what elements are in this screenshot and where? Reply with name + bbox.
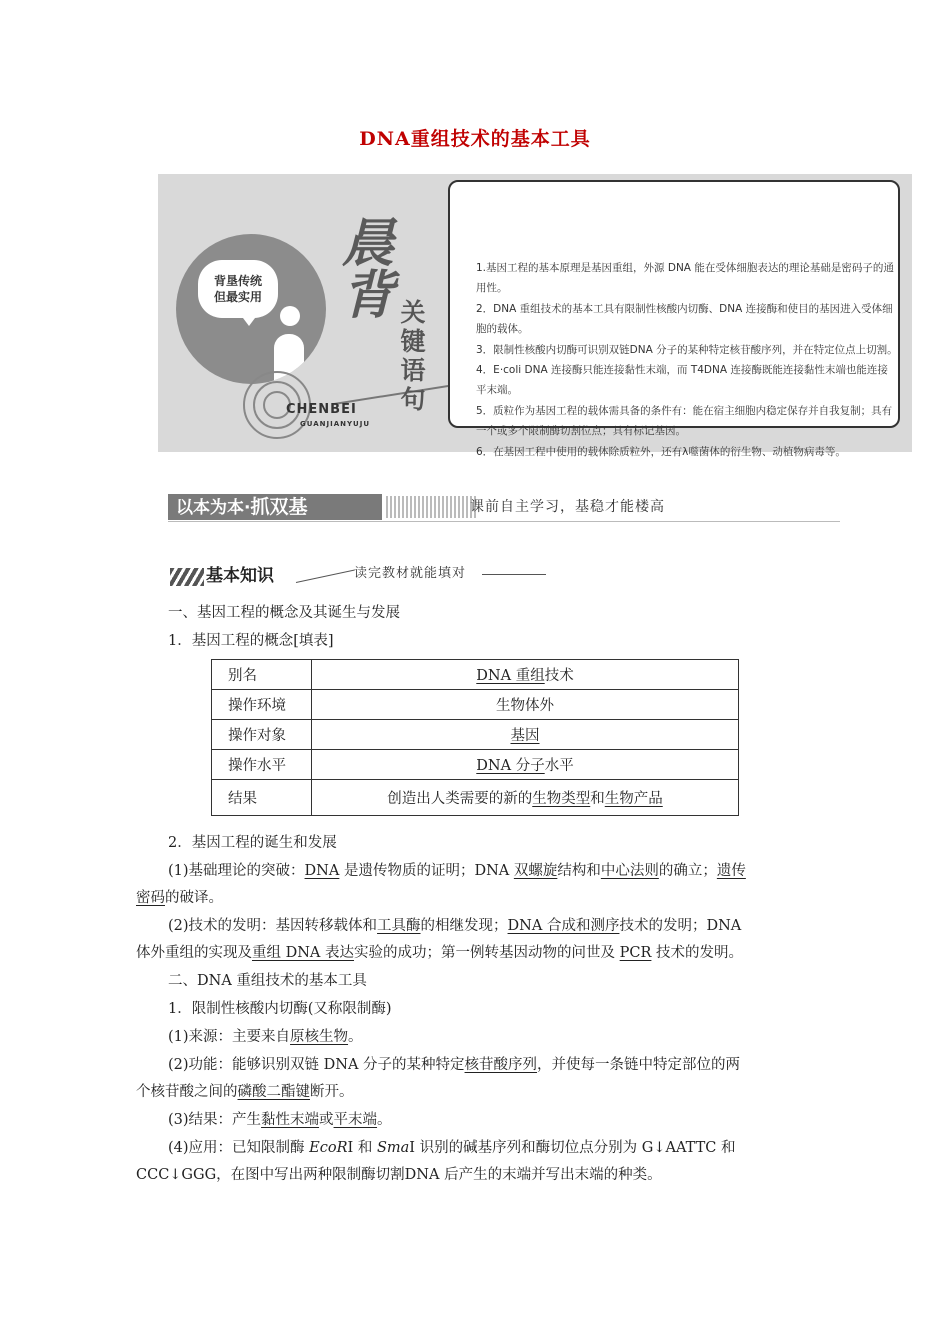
text: 断开。 <box>310 1084 354 1100</box>
answer-blank: DNA <box>304 863 340 879</box>
enzyme-name: EcoR <box>309 1140 348 1156</box>
table-value <box>312 780 739 816</box>
text: 。 <box>348 1029 363 1045</box>
heading-2: 二、DNA 重组技术的基本工具 <box>168 973 367 989</box>
subheading-note: 读完教材就能填对 <box>354 566 467 581</box>
text: 实验的成功；第一例转基因动物的问世及 <box>354 945 620 961</box>
table-value <box>312 750 739 780</box>
paragraph-application <box>136 1135 816 1189</box>
answer-blank: 生物产品 <box>604 791 663 807</box>
answer-blank: 密码 <box>136 890 165 906</box>
text: Ⅰ 和 <box>347 1140 377 1156</box>
vertical-char: 句 <box>400 385 426 414</box>
table-key: 结果 <box>212 780 312 816</box>
char-chen: 晨 <box>342 214 395 274</box>
page-title: DNA重组技术的基本工具 <box>359 128 591 150</box>
text: 。 <box>377 1112 392 1128</box>
text: ，并使每一条链中特定部位的两 <box>537 1057 741 1073</box>
text: 的确立； <box>658 863 717 879</box>
text: CCC↓GGG，在图中写出两种限制酶切割DNA 后产生的末端并写出末端的种类。 <box>136 1167 662 1183</box>
text: (2)技术的发明：基因转移载体和 <box>168 918 378 934</box>
value-text: 创造出人类需要的新的 <box>387 791 533 807</box>
heading-2-1: 1．限制性核酸内切酶(又称限制酶) <box>168 1001 392 1017</box>
answer-blank: 原核生物 <box>290 1029 349 1045</box>
person-icon-head <box>280 306 300 326</box>
bubble-line-1: 背垦传统 <box>213 274 262 288</box>
table-row <box>212 780 739 816</box>
stripes-icon <box>170 568 204 586</box>
vertical-char: 语 <box>400 356 426 385</box>
table-row <box>212 660 739 690</box>
answer-blank: DNA 分子 <box>476 758 545 774</box>
section-label-strong: 抓双基 <box>250 496 308 518</box>
key-sentences-list <box>476 258 898 462</box>
brand-text: CHENBEI <box>286 402 357 417</box>
text: 技术的发明；DNA <box>619 918 742 934</box>
text: 或 <box>319 1112 334 1128</box>
answer-blank: 遗传 <box>716 863 746 879</box>
bubble-line-2: 但最实用 <box>213 290 262 304</box>
paragraph-result <box>136 1107 816 1134</box>
illustration-circle <box>176 234 326 384</box>
table-value: 生物体外 <box>312 690 739 720</box>
table-key: 操作水平 <box>212 750 312 780</box>
text: (1)基础理论的突破： <box>168 863 305 879</box>
text: 结构和 <box>557 863 601 879</box>
answer-blank: 双螺旋 <box>513 863 558 879</box>
answer-blank: DNA 重组 <box>476 668 545 684</box>
paragraph-technology <box>136 913 816 967</box>
answer-blank: 重组 DNA 表达 <box>252 945 355 961</box>
value-text: 技术 <box>544 668 574 684</box>
text: (3)结果：产生 <box>168 1112 262 1128</box>
text: Ⅰ 识别的碱基序列和酶切位点分别为 G↓AATTC 和 <box>409 1140 736 1156</box>
char-bei: 背 <box>342 266 395 326</box>
key-sentence: 5．质粒作为基因工程的载体需具备的条件有：能在宿主细胞内稳定保存并自我复制；具有一个或多个限制酶切割位点；具有标记基因。 <box>476 404 893 438</box>
key-sentence: 6．在基因工程中使用的载体除质粒外，还有λ噬菌体的衍生物、动植物病毒等。 <box>476 445 846 458</box>
section-slogan: 课前自主学习，基稳才能楼高 <box>470 499 665 515</box>
text: (2)功能：能够识别双链 DNA 分子的某种特定 <box>168 1057 465 1073</box>
bubble-tail <box>240 314 258 326</box>
subheading-label: 基本知识 <box>206 566 274 586</box>
table-row <box>212 690 739 720</box>
value-text: 水平 <box>544 758 574 774</box>
table-value <box>312 660 739 690</box>
text: 技术的发明。 <box>651 945 744 961</box>
key-sentence: 2．DNA 重组技术的基本工具有限制性核酸内切酶、DNA 连接酶和使目的基因进入受体细胞的载体。 <box>476 302 893 336</box>
answer-blank: 中心法则 <box>600 863 659 879</box>
section-bar <box>168 494 840 522</box>
concept-table <box>211 659 739 816</box>
divider <box>482 574 546 575</box>
answer-blank: 生物类型 <box>532 791 591 807</box>
text: 是遗传物质的证明；DNA <box>339 863 514 879</box>
table-row <box>212 720 739 750</box>
text: 体外重组的实现及 <box>136 945 252 961</box>
heading-1-2: 2．基因工程的诞生和发展 <box>168 835 337 851</box>
table-row <box>212 750 739 780</box>
brand-subtext: GUANJIANYUJU <box>300 420 371 428</box>
section-dots <box>386 496 476 518</box>
table-key: 操作对象 <box>212 720 312 750</box>
speech-bubble <box>198 260 278 318</box>
key-sentence: 4．E·coli DNA 连接酶只能连接黏性末端，而 T4DNA 连接酶既能连接黏性末端也能连接平末端。 <box>476 364 888 397</box>
divider <box>296 570 355 583</box>
answer-blank: 核苷酸序列 <box>464 1057 538 1073</box>
vertical-char: 键 <box>400 327 426 356</box>
paragraph-function <box>136 1052 816 1106</box>
vertical-char: 关 <box>400 298 426 327</box>
heading-1: 一、基因工程的概念及其诞生与发展 <box>168 605 400 621</box>
answer-blank: 基因 <box>510 728 540 744</box>
text: (4)应用：已知限制酶 <box>168 1140 310 1156</box>
text: (1)来源：主要来自 <box>168 1029 291 1045</box>
answer-blank: 黏性末端 <box>261 1112 320 1128</box>
answer-blank: 工具酶 <box>377 918 421 934</box>
answer-blank: 磷酸二酯键 <box>237 1084 310 1100</box>
subheading <box>170 564 550 588</box>
enzyme-name: Sma <box>376 1140 410 1156</box>
table-key: 操作环境 <box>212 690 312 720</box>
answer-blank: DNA 合成和测序 <box>507 918 620 934</box>
section-label-prefix: 以本为本· <box>176 498 251 518</box>
text: 个核苷酸之间的 <box>136 1084 238 1100</box>
key-sentence: 3．限制性核酸内切酶可识别双链DNA 分子的某种特定核苷酸序列，并在特定位点上切割。 <box>476 343 898 356</box>
text: 的相继发现； <box>420 918 508 934</box>
heading-1-1: 1．基因工程的概念[填表] <box>168 633 334 649</box>
paragraph-source <box>136 1024 816 1051</box>
table-value <box>312 720 739 750</box>
table-key: 别名 <box>212 660 312 690</box>
text: 的破译。 <box>165 890 223 906</box>
value-text: 和 <box>590 791 605 807</box>
section-label <box>168 494 382 520</box>
key-sentence: 1.基因工程的基本原理是基因重组，外源 DNA 能在受体细胞表达的理论基础是密码子的通用性。 <box>476 262 894 295</box>
answer-blank: 平末端 <box>333 1112 378 1128</box>
vertical-key-sentence <box>398 298 428 414</box>
answer-blank: PCR <box>619 945 652 961</box>
paragraph-theory <box>136 858 816 912</box>
